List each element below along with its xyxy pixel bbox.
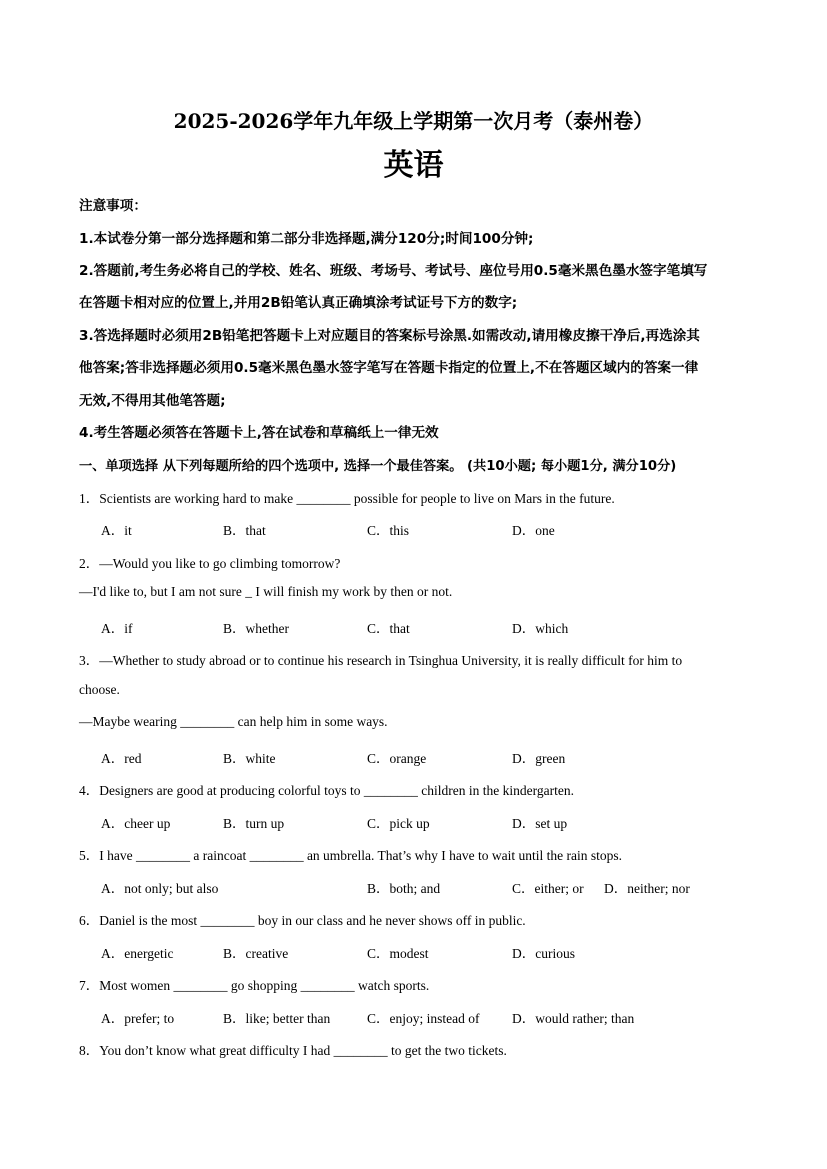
- question-2-option-a: A．if: [101, 621, 133, 636]
- question-1-option-c: C．this: [367, 523, 410, 538]
- question-6-option-b: B．creative: [223, 946, 289, 961]
- question-4-option-d: D．set up: [512, 816, 568, 831]
- question-4-option-a: A．cheer up: [101, 816, 171, 831]
- notice-item-3-line-3: 无效,不得用其他笔答题;: [79, 393, 226, 409]
- question-5-option-b: B．both; and: [367, 881, 441, 896]
- question-7-option-d: D．would rather; than: [512, 1011, 635, 1026]
- question-3-option-c: C．orange: [367, 751, 427, 766]
- question-1-option-d: D．one: [512, 523, 555, 538]
- notice-item-1: 1.本试卷分第一部分选择题和第二部分非选择题,满分120分;时间100分钟;: [79, 231, 534, 247]
- question-6-option-d: D．curious: [512, 946, 575, 961]
- notice-item-4: 4.考生答题必须答在答题卡上,答在试卷和草稿纸上一律无效: [79, 425, 439, 441]
- exam-title: 2025-2026学年九年级上学期第一次月考（泰州卷）: [173, 109, 654, 133]
- question-4-stem: 4．Designers are good at producing colorful toys to ________ children in the kindergarten.: [79, 783, 575, 798]
- question-4-option-c: C．pick up: [367, 816, 430, 831]
- question-5-stem: 5．I have ________ a raincoat ________ an umbrella. That’s why I have to wait until the rain stops.: [79, 848, 623, 863]
- question-6-stem: 6．Daniel is the most ________ boy in our class and he never shows off in public.: [79, 913, 526, 928]
- question-1-stem: 1．Scientists are working hard to make ________ possible for people to live on Mars in the future.: [79, 491, 615, 506]
- question-2-option-b: B．whether: [223, 621, 289, 636]
- question-4-option-b: B．turn up: [223, 816, 285, 831]
- question-2-stem-line-2: —I'd like to, but I am not sure _ I will finish my work by then or not.: [79, 584, 453, 599]
- question-2-stem: 2．—Would you like to go climbing tomorrow?: [79, 556, 341, 571]
- notice-item-2-line-1: 2.答题前,考生务必将自己的学校、姓名、班级、考场号、考试号、座位号用0.5毫米黑色墨水签字笔填写: [79, 263, 708, 279]
- notice-item-2-line-2: 在答题卡相对应的位置上,并用2B铅笔认真正确填涂考试证号下方的数字;: [79, 295, 518, 311]
- question-7-stem: 7．Most women ________ go shopping ________ watch sports.: [79, 978, 430, 993]
- question-1-option-b: B．that: [223, 523, 266, 538]
- question-1-option-a: A．it: [101, 523, 132, 538]
- notice-item-3-line-2: 他答案;答非选择题必须用0.5毫米黑色墨水签字笔写在答题卡指定的位置上,不在答题区域内的答案一律: [79, 360, 699, 376]
- question-8-stem: 8．You don’t know what great difficulty I had ________ to get the two tickets.: [79, 1043, 507, 1058]
- question-7-option-a: A．prefer; to: [101, 1011, 175, 1026]
- notice-heading: 注意事项：: [79, 198, 147, 214]
- question-7-option-b: B．like; better than: [223, 1011, 331, 1026]
- question-3-stem-line-3: —Maybe wearing ________ can help him in some ways.: [79, 714, 388, 729]
- question-6-option-c: C．modest: [367, 946, 429, 961]
- question-3-option-b: B．white: [223, 751, 276, 766]
- question-5-option-d: D．neither; nor: [604, 881, 690, 896]
- question-3-option-a: A．red: [101, 751, 142, 766]
- question-5-option-c: C．either; or: [512, 881, 584, 896]
- question-3-stem: 3．—Whether to study abroad or to continue his research in Tsinghua University, it is really difficult for him to: [79, 653, 683, 668]
- question-5-option-a: A．not only; but also: [101, 881, 219, 896]
- question-7-option-c: C．enjoy; instead of: [367, 1011, 480, 1026]
- subject-title: 英语: [383, 148, 444, 183]
- question-3-stem-line-2: choose.: [79, 682, 120, 697]
- question-6-option-a: A．energetic: [101, 946, 174, 961]
- question-2-option-d: D．which: [512, 621, 569, 636]
- notice-item-3-line-1: 3.答选择题时必须用2B铅笔把答题卡上对应题目的答案标号涂黑.如需改动,请用橡皮擦干净后,再选涂其: [79, 328, 700, 344]
- section-heading: 一、单项选择 从下列每题所给的四个选项中, 选择一个最佳答案。 (共10小题; 每小题1分, 满分10分): [79, 459, 677, 474]
- question-3-option-d: D．green: [512, 751, 566, 766]
- question-2-option-c: C．that: [367, 621, 410, 636]
